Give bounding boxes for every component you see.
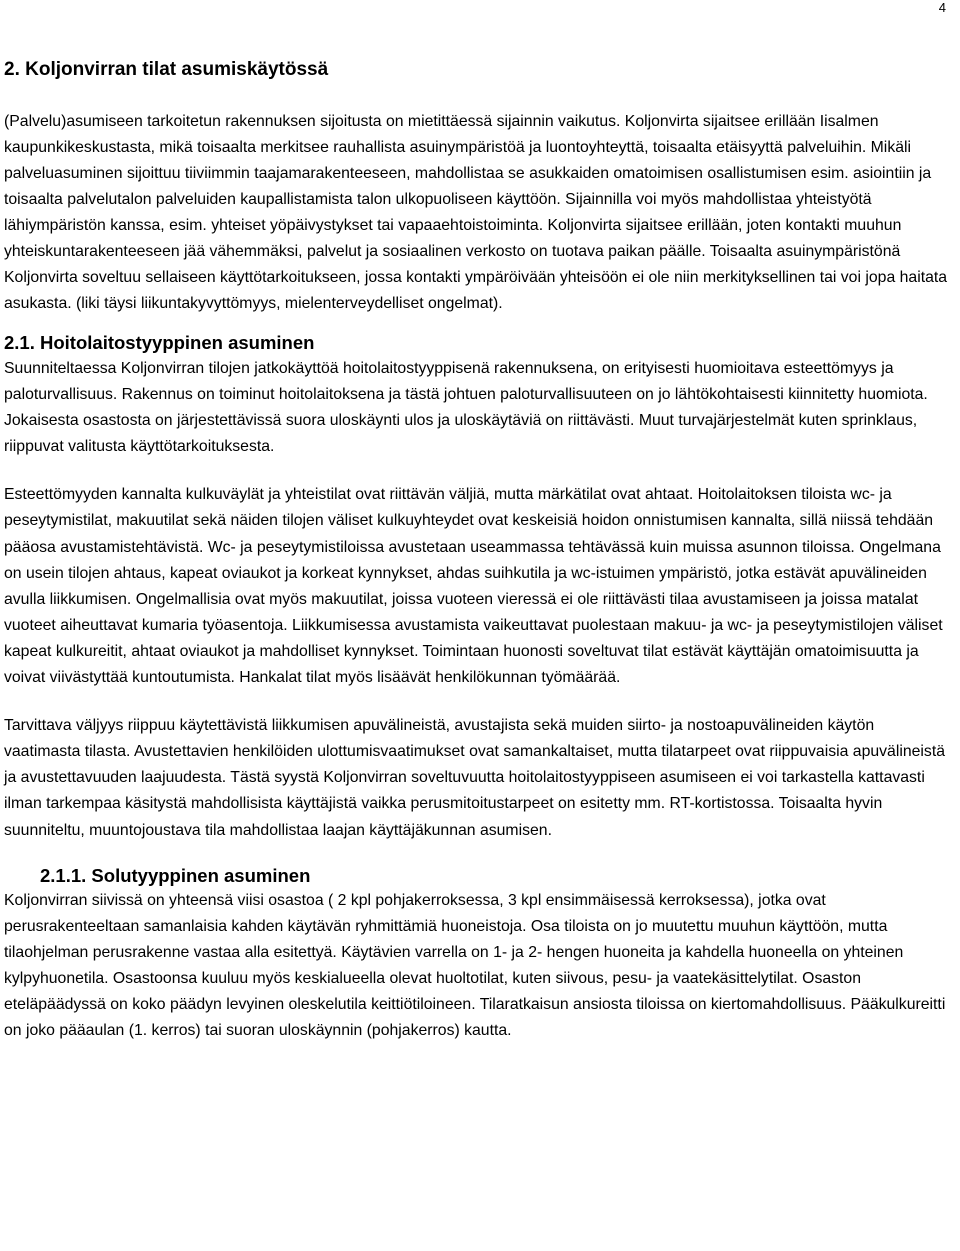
paragraph-cell-type-housing: Koljonvirran siivissä on yhteensä viisi osastoa ( 2 kpl pohjakerroksessa, 3 kpl ensimmäisessä kerroksessa), jotka ovat perusrakenteeltaan samanlaisia kahden käytävän ryhmittämiä huoneistoja. Osa tiloista on jo muutettu muuhun käyttöön, mutta tilaohjelman perusrakenne vastaa alla esitettyä. Käytävien varrella on 1- ja 2- hengen huoneita ja kahdella huoneella on yhteinen kylpyhuonetila. Osastoonsa kuuluu myös keskialueella olevat huoltotilat, kuten siivous, pesu- ja vaatekäsittelytilat. Osaston eteläpäädyssä on koko päädyn levyinen oleskelutila keittiötiloineen. Tilaratkaisun ansiosta tiloissa on kiertomahdollisuus. Pääkulkureitti on joko pääaulan (1. kerros) tai suoran uloskäynnin (pohjakerros) kautta. — [4, 891, 946, 1040]
paragraph-gap — [4, 460, 954, 482]
page-number: 4 — [938, 0, 946, 15]
document-body — [4, 58, 954, 1044]
paragraph-space-requirements: Tarvittava väljyys riippuu käytettävistä liikkumisen apuvälineistä, avustajista sekä muiden siirto- ja nostoapuvälineiden käytön vaatimasta tilasta. Avustettavien henkilöiden ulottumisvaatimukset ovat samankaltaiset, mutta tilatarpeet ovat riippuvaisia apuvälineistä ja avustettavuuden laajuudesta. Tästä syystä Koljonvirran soveltuvuutta hoitolaitostyyppiseen asumiseen ei voi tarkastella kattavasti ilman tarkempaa käsitystä mahdollisista käyttäjistä vaikka perusmitoitustarpeet on esitetty mm. RT-kortistossa. Toisaalta hyvin suunniteltu, muuntojoustava tila mahdollistaa laajan käyttäjäkunnan asumisen. — [4, 717, 946, 839]
section-heading-2-1-1: 2.1.1. Solutyyppinen asuminen — [40, 864, 311, 886]
paragraph-institutional-use: Suunniteltaessa Koljonvirran tilojen jatkokäyttöä hoitolaitostyyppisenä rakennuksena, on erityisesti huomioitava esteettömyys ja paloturvallisuus. Rakennus on toiminut hoitolaitoksena ja tästä johtuen paloturvallisuuteen on jo lähtökohtaisesti kiinnitetty huomiota. Jokaisesta osastosta on järjestettävissä suora uloskäynti ulos ja uloskäytäviä on riittävästi. Muut turvajärjestelmät kuten sprinklaus, riippuvat valitusta käyttötarkoituksesta. — [4, 360, 928, 456]
paragraph-location: (Palvelu)asumiseen tarkoitetun rakennuksen sijoitusta on mietittäessä sijainnin vaikutus. Koljonvirta sijaitsee erillään Iisalmen kaupunkikeskustasta, mikä toisaalta merkitsee rauhallista asuinympäristöä ja luontoyhteyttä, toisaalta etäisyyttä palveluihin. Mikäli palveluasuminen sijoittuu tiiviimmin taajamarakenteeseen, mahdollistaa se asukkaiden omatoimisen osallistumisen esim. asiointiin ja toisaalta palvelutalon palveluiden kaupallistamista talon ulkopuoliseen käyttöön. Sijainnilla voi myös mahdollistaa yhteistyötä lähiympäristön kanssa, esim. yhteiset yöpäivystykset tai vapaaehtoistoiminta. Koljonvirta sijaitsee erillään, joten kontakti muuhun yhteiskuntarakenteeseen jää vähemmäksi, palvelut ja sosiaalinen verkosto on tuotava paikan päälle. Toisaalta asuinympäristönä Koljonvirta soveltuu sellaiseen käyttötarkoitukseen, jossa kontakti ympäröivään yhteisöön ei ole niin merkityksellinen tai voi jopa haitata asukasta. (liki täysi liikuntakyvyttömyys, mielenterveydelliset ongelmat). — [4, 113, 948, 312]
paragraph-accessibility: Esteettömyyden kannalta kulkuväylät ja yhteistilat ovat riittävän väljiä, mutta märkätilat ovat ahtaat. Hoitolaitoksen tiloista wc- ja peseytymistilat, makuutilat sekä näiden tilojen väliset kulkuyhteydet ovat keskeisiä hoidon onnistumisen kannalta, sillä niissä tehdään pääosa avustamistehtävistä. Wc- ja peseytymistiloissa avustetaan useammassa tehtävässä kuin muissa asunnon tiloissa. Ongelmana on usein tilojen ahtaus, kapeat oviaukot ja korkeat kynnykset, ahdas suihkutila ja wc-istuimen ympäristö, jotka estävät apuvälineiden avulla liikkumisen. Ongelmallisia ovat myös makuutilat, joissa vuoteen vieressä ei ole riittävästi tilaa avustamiseen ja joissa matalat vuoteet aiheuttavat kumaria työasentoja. Liikkumisessa avustamista vaikeuttavat puolestaan makuu- ja wc- ja peseytymistilojen väliset kapeat kulkureitit, ahtaat oviaukot ja mahdolliset kynnykset. Toimintaan huonosti soveltuvat tilat estävät käyttäjän omatoimisuutta ja voivat viivästyttää kuntoutumista. Hankalat tilat myös lisäävät henkilökunnan työmäärää. — [4, 486, 943, 687]
paragraph-gap — [4, 691, 954, 713]
section-heading-2-1: 2.1. Hoitolaitostyyppinen asuminen — [4, 332, 315, 353]
section-heading-2: 2. Koljonvirran tilat asumiskäytössä — [4, 59, 329, 80]
